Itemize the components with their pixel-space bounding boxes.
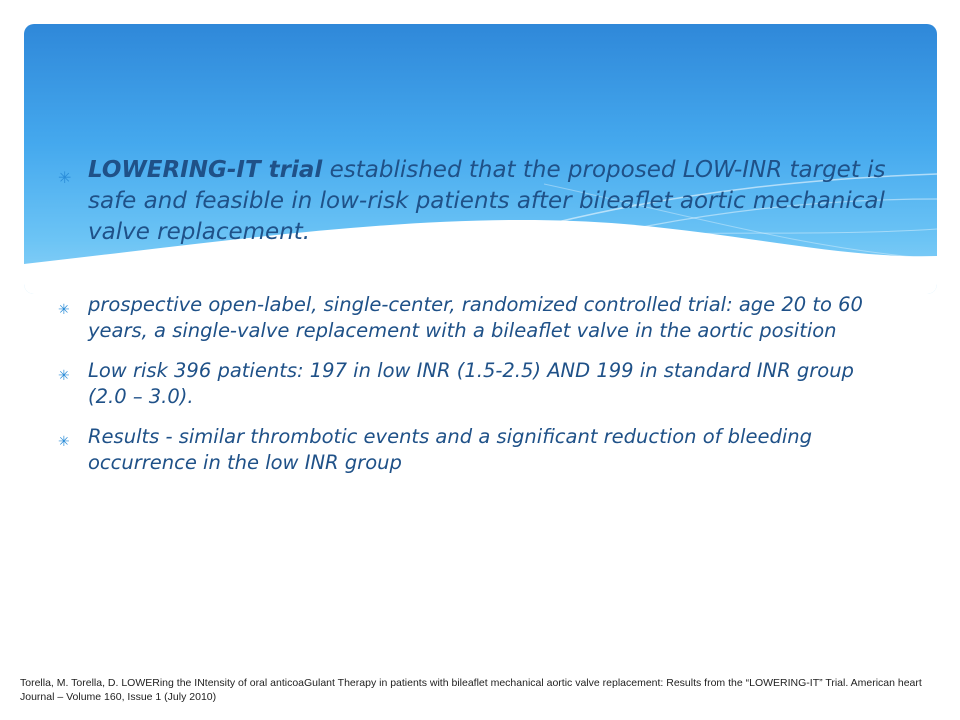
asterisk-bullet-icon: ✳ xyxy=(58,302,70,318)
asterisk-bullet-icon: ✳ xyxy=(58,168,72,187)
slide-content xyxy=(58,155,898,490)
bullet-point xyxy=(58,358,898,410)
bullet-point xyxy=(58,424,898,476)
asterisk-bullet-icon: ✳ xyxy=(58,434,70,450)
bullet-text: prospective open-label, single-center, randomized controlled trial: age 20 to 60 years, a single-valve replacement with a bileaflet valve in the aortic position xyxy=(88,293,863,342)
bullet-point xyxy=(58,292,898,344)
asterisk-bullet-icon: ✳ xyxy=(58,368,70,384)
lead-text: established that the proposed LOW-INR target is safe and feasible in low-risk patients after bileaflet aortic mechanical valve replacement. xyxy=(88,157,886,245)
citation: Torella, M. Torella, D. LOWERing the INtensity of oral anticoaGulant Therapy in patients with bileaflet mechanical aortic valve replacement: Results from the “LOWERING-IT” Trial. American heart Journal – Volume 160, Issue 1 (July 2010) xyxy=(20,677,922,703)
trial-name: LOWERING-IT trial xyxy=(88,157,323,183)
bullet-text: Low risk 396 patients: 197 in low INR (1.5-2.5) AND 199 in standard INR group (2.0 – 3.0). xyxy=(88,359,854,408)
lead-bullet xyxy=(58,155,898,248)
bullet-text: Results - similar thrombotic events and a significant reduction of bleeding occurrence in the low INR group xyxy=(88,425,813,474)
